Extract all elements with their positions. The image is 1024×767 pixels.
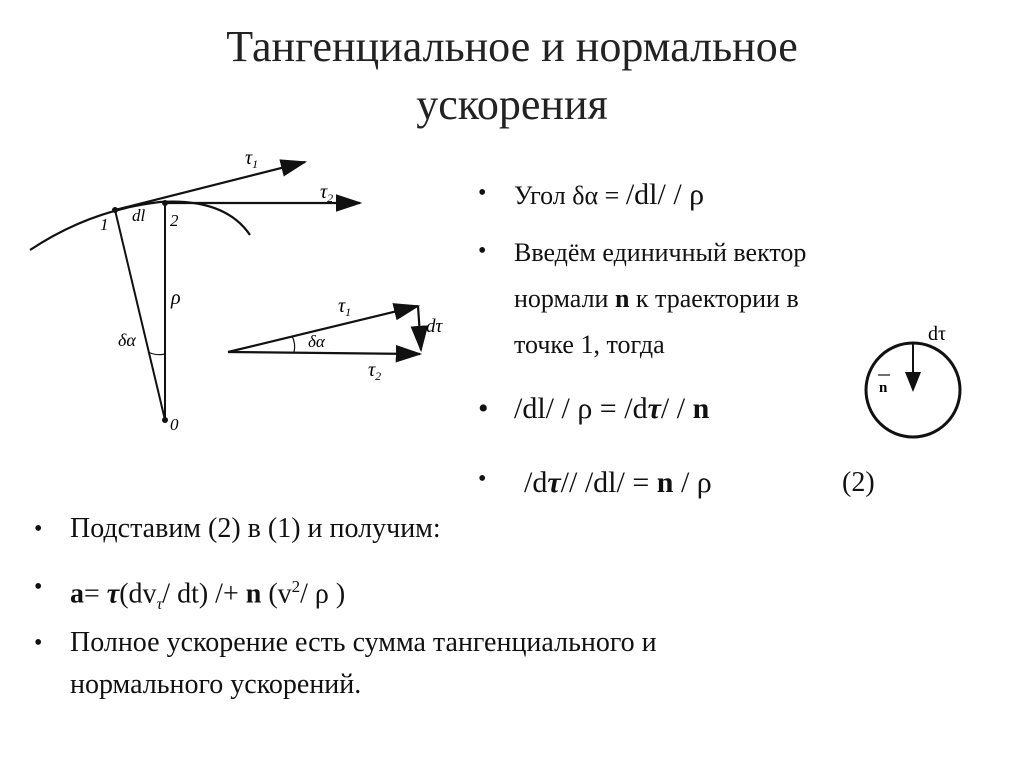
bullet-dot: • (34, 516, 43, 542)
tri-dalpha-arc (292, 336, 295, 352)
bullet-dot: • (478, 466, 487, 492)
tri-tau2-vector (228, 352, 420, 354)
bullet-substitute-text: Подставим (2) в (1) и получим: (70, 513, 441, 544)
slide-title-line1: Тангенциальное и нормальное (226, 22, 798, 71)
label-rho: ρ (171, 287, 181, 309)
label-point2: 2 (170, 211, 179, 230)
label-tau1: $\tau_1$ (245, 147, 259, 171)
bullet-dot: • (478, 180, 487, 206)
tri-dtau-vector (418, 306, 421, 350)
bullet-normal-line1: Введём единичный вектор (514, 238, 807, 267)
label-dl: dl (132, 206, 146, 225)
label-tau2: $\tau_2$ (320, 181, 334, 205)
label-origin: 0 (170, 415, 179, 434)
bullet-dot: • (34, 574, 43, 600)
slide-title (0, 18, 1024, 134)
point-1 (112, 207, 118, 213)
bullet-angle-text: Угол δα = /dl/ / ρ (514, 178, 705, 211)
bullet-normal-line2: нормали n к траектории в (514, 284, 799, 313)
radius-1 (115, 210, 165, 420)
trajectory-diagram (0, 140, 470, 440)
bullet-dot: • (34, 630, 43, 656)
label-tri-dtau: dτ (426, 316, 443, 337)
bullet-normal-line3: точке 1, тогда (514, 330, 665, 359)
point-2 (162, 200, 168, 206)
label-dalpha: δα (118, 330, 136, 350)
label-point1: 1 (100, 215, 109, 234)
full-acceleration-line2: нормального ускорений. (70, 669, 362, 700)
acceleration-formula: $a= \tau(dv_\tau/$ dt) /+ n ($v^2/$ ρ ) (70, 577, 346, 613)
equation-number: (2) (842, 467, 875, 498)
slide-title-line2: ускорения (416, 80, 608, 129)
dtau-label: dτ (928, 323, 947, 345)
full-acceleration-line1: Полное ускорение есть сумма тангенциального и (70, 627, 657, 658)
bullet-relation-formula: /dl/ / ρ = /dτ/ / n (514, 392, 710, 425)
bullet-dot: • (478, 238, 487, 264)
normal-vector-figure (860, 318, 970, 440)
dalpha-arc (148, 352, 165, 355)
label-tri-tau1: $\tau_1$ (338, 295, 352, 319)
n-label: n (879, 380, 888, 396)
label-tri-dalpha: δα (308, 332, 325, 351)
origin-point (162, 417, 168, 423)
label-tri-tau2: $\tau_2$ (368, 359, 382, 383)
bullet-dtau-formula: /dτ// /dl/ = n / ρ (524, 466, 712, 499)
bullet-dot: • (478, 392, 489, 425)
